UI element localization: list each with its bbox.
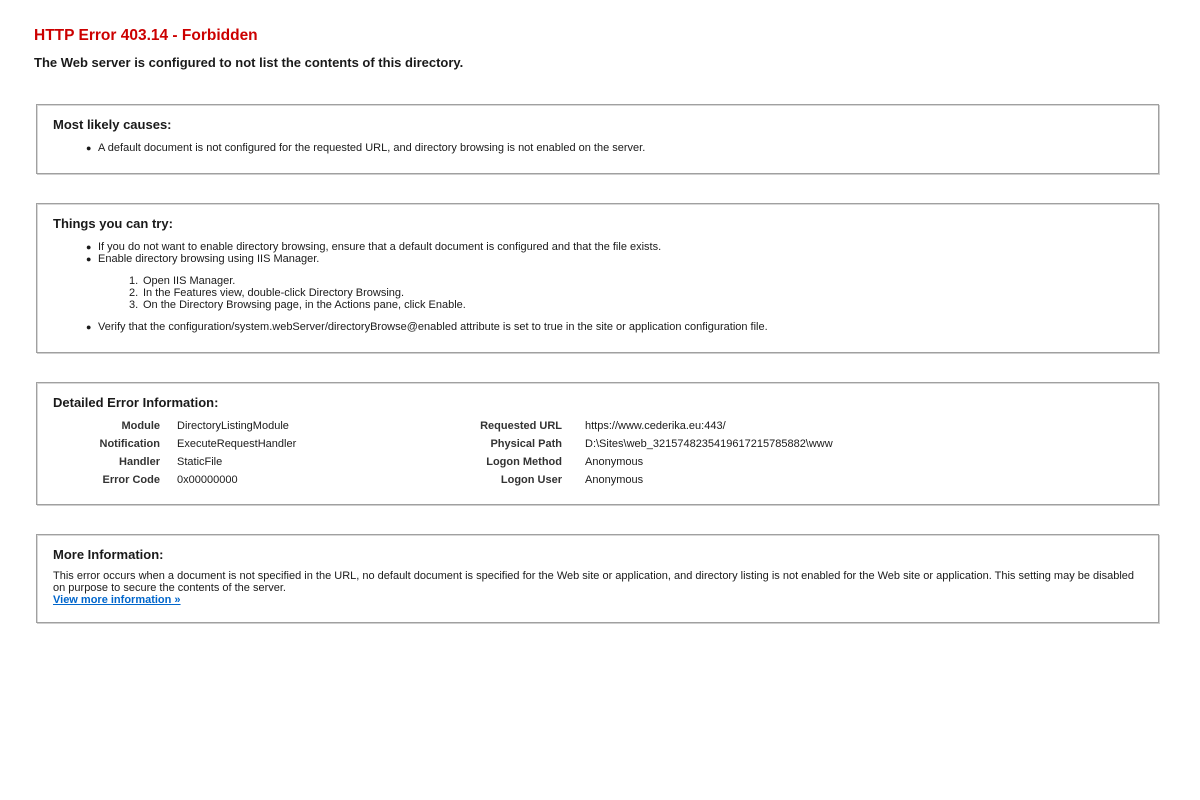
- try-section: [36, 203, 1159, 353]
- more-info-heading: More Information:: [53, 547, 164, 562]
- bullet-icon: ●: [86, 322, 92, 332]
- list-item: ● Verify that the configuration/system.webServer/directoryBrowse@enabled attribute is set to true in the site or application configuration file.: [86, 321, 768, 333]
- table-row: Module DirectoryListingModule: [121, 420, 289, 432]
- details-table-right: [457, 417, 833, 489]
- bullet-icon: ●: [86, 242, 92, 252]
- error-subtitle: The Web server is configured to not list the contents of this directory.: [34, 55, 464, 70]
- table-row: Requested URL https://www.cederika.eu:443/: [480, 420, 726, 432]
- error-page: [34, 0, 1162, 606]
- causes-section: [36, 104, 1159, 174]
- details-table-left: [55, 417, 296, 489]
- causes-list: [86, 142, 646, 154]
- bullet-icon: ●: [86, 254, 92, 264]
- table-row: Logon Method Anonymous: [486, 456, 644, 468]
- table-row: Physical Path D:\Sites\web_321574823541961721578588​2\www: [490, 438, 833, 450]
- details-heading: Detailed Error Information:: [53, 395, 219, 410]
- step-item: 1. Open IIS Manager.: [129, 275, 236, 287]
- list-item: ● Enable directory browsing using IIS Manager. 1. Open IIS Manager. 2. In the Features view, double-click Directory Browsing. 3. On the Directory Browsing page, in the Actions pane, click Enable.: [98, 253, 768, 311]
- steps-list: [129, 275, 813, 311]
- view-more-link[interactable]: View more information »: [53, 594, 181, 606]
- try-heading: Things you can try:: [53, 216, 173, 231]
- more-info-section: [36, 534, 1159, 623]
- causes-heading: Most likely causes:: [53, 117, 172, 132]
- error-header: [34, 0, 1162, 71]
- step-item: 2. In the Features view, double-click Directory Browsing.: [129, 287, 405, 299]
- table-row: Error Code 0x00000000: [102, 474, 238, 486]
- details-section: [36, 382, 1159, 505]
- list-item: ● A default document is not configured for the requested URL, and directory browsing is not enabled on the server.: [86, 142, 646, 154]
- bullet-icon: ●: [86, 143, 92, 153]
- table-row: Handler StaticFile: [119, 456, 223, 468]
- try-list: [86, 241, 768, 333]
- more-info-text: This error occurs when a document is not specified in the URL, no default document is specified for the Web site or application, and directory listing is not enabled for the Web site or application. This setting may be disabled on purpose to secure the contents of the server.: [53, 570, 1135, 594]
- error-title: HTTP Error 403.14 - Forbidden: [34, 27, 258, 44]
- table-row: Notification ExecuteRequestHandler: [99, 438, 297, 450]
- list-item: ● If you do not want to enable directory browsing, ensure that a default document is configured and that the file exists.: [86, 241, 662, 253]
- table-row: Logon User Anonymous: [500, 474, 644, 486]
- step-item: 3. On the Directory Browsing page, in the Actions pane, click Enable.: [129, 299, 466, 311]
